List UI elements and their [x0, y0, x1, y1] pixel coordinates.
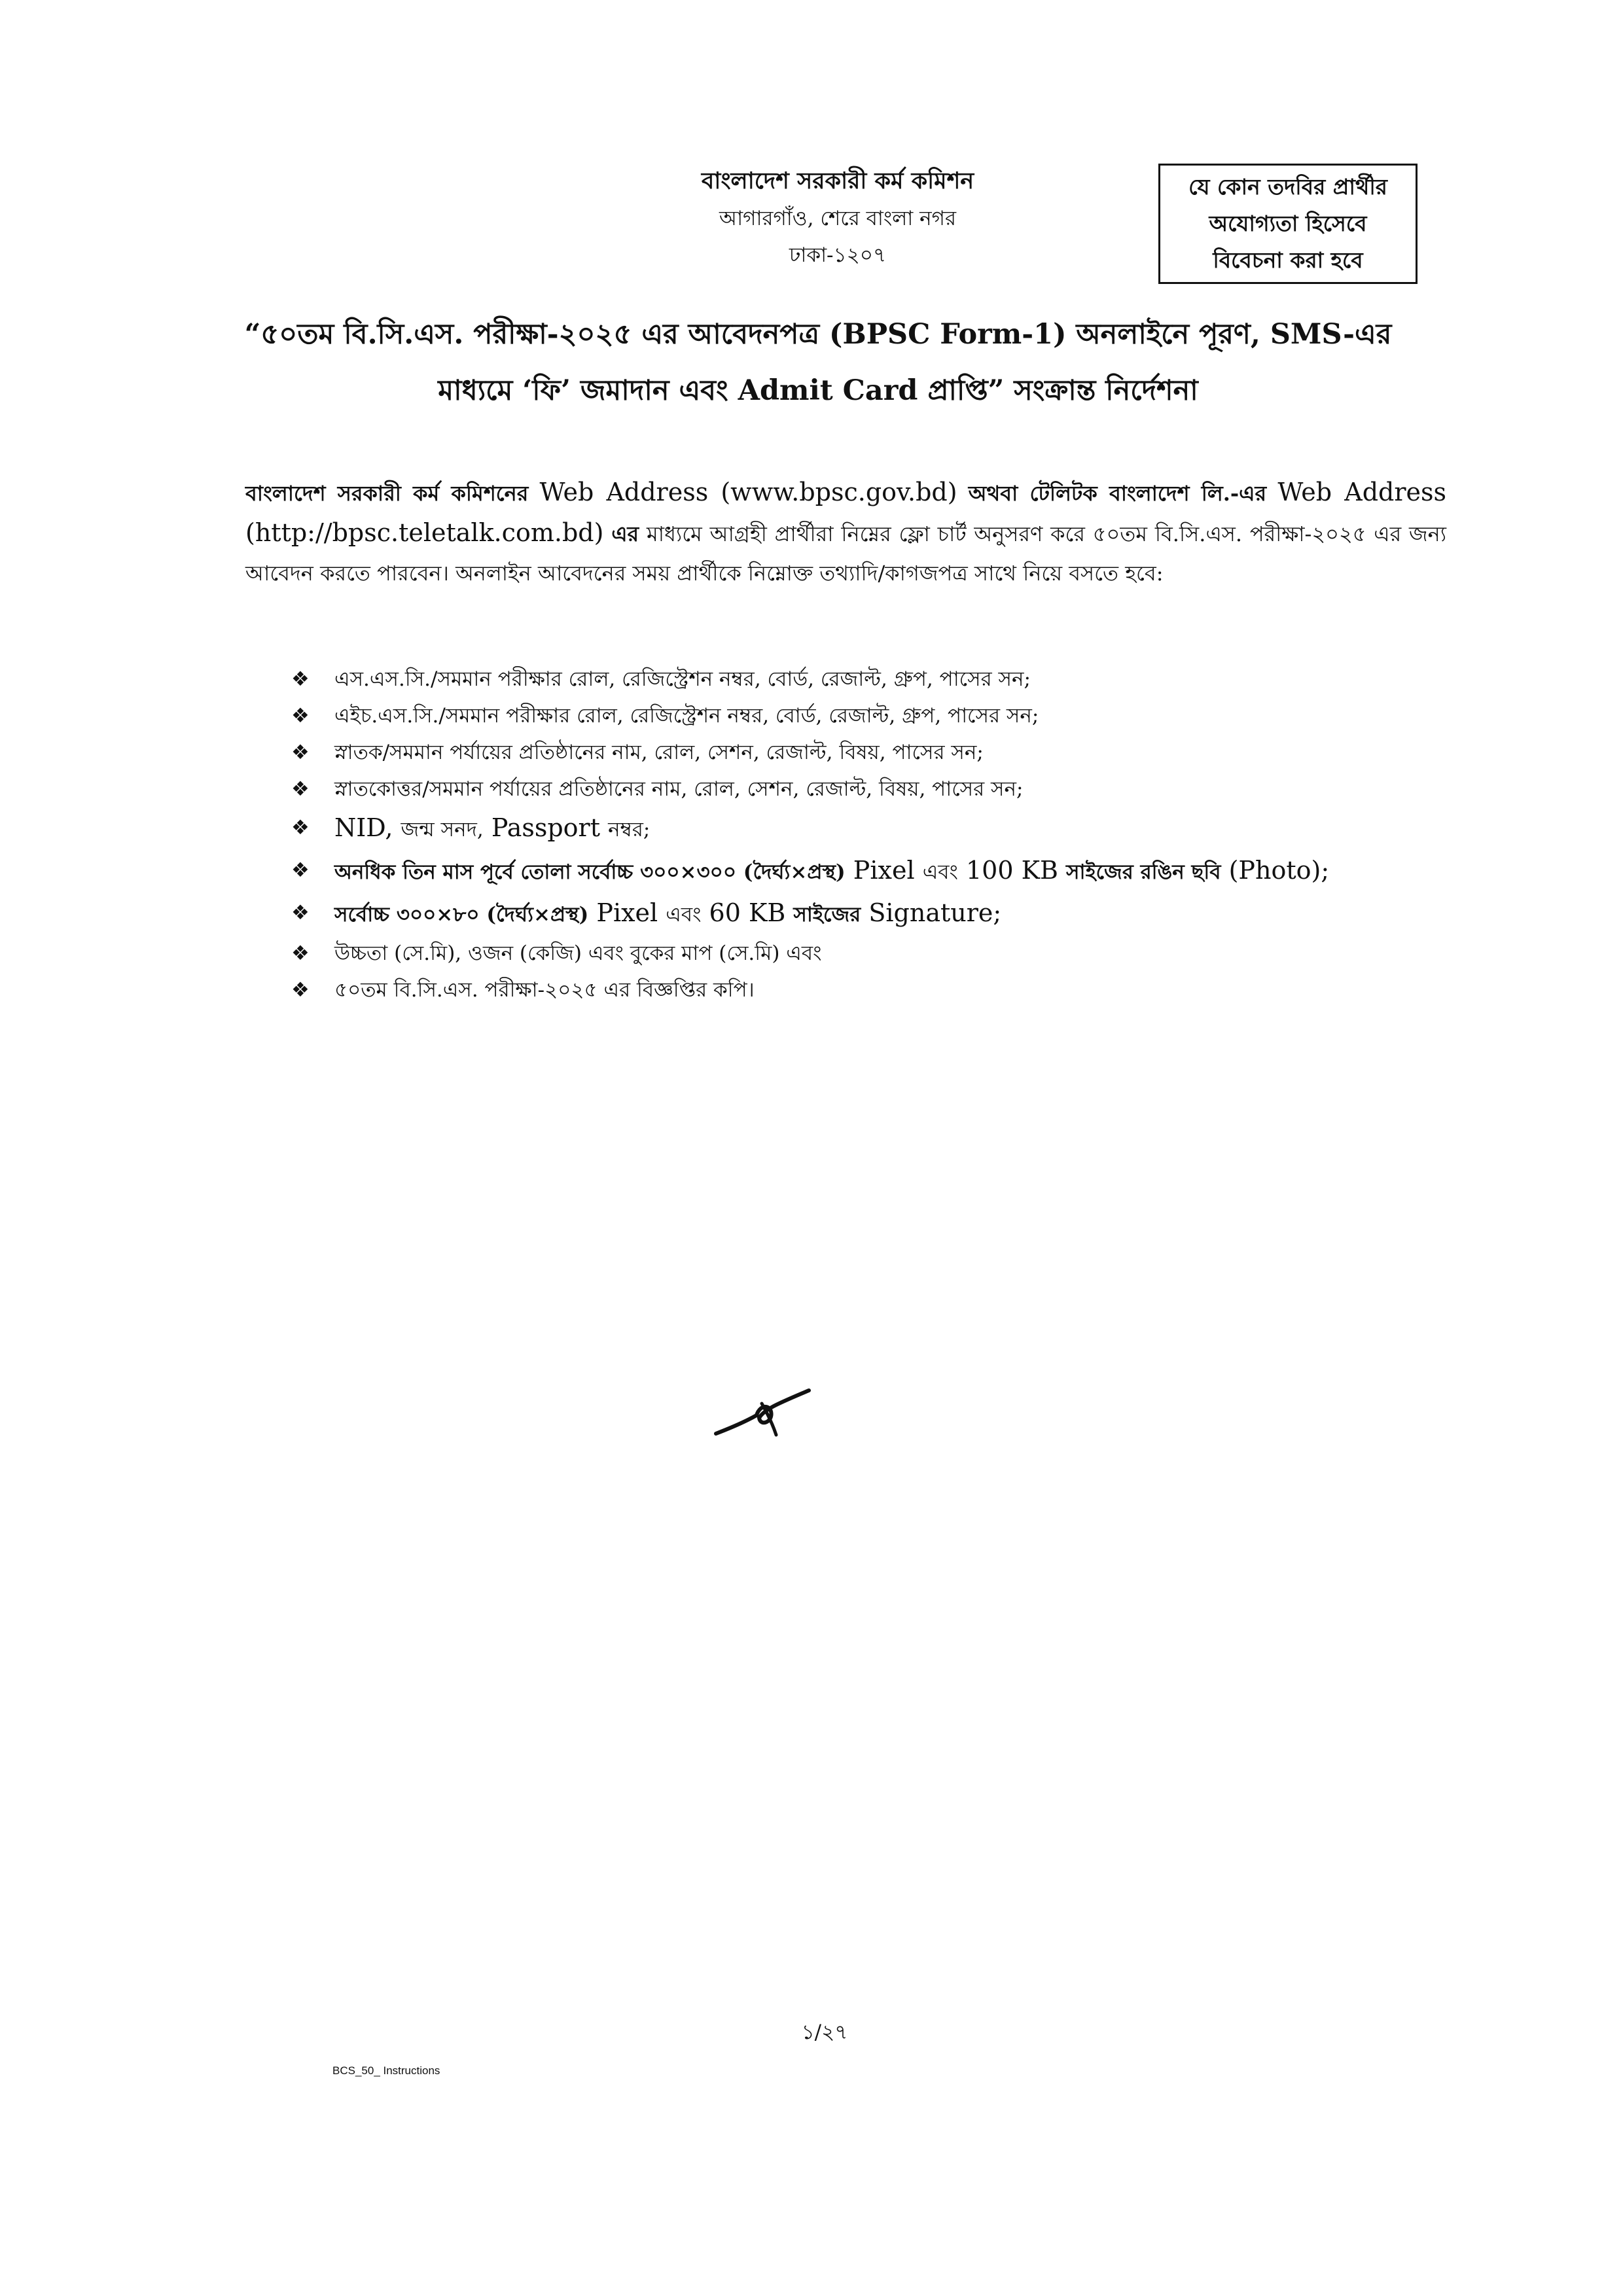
- list-item: [291, 698, 1446, 734]
- intro-or-teletalk: অথবা টেলিটক বাংলাদেশ লি.-এর: [968, 481, 1267, 506]
- requirements-list: [291, 661, 1446, 1008]
- req-signature-word: Signature;: [868, 898, 1002, 927]
- diamond-bullet-icon: ❖: [291, 942, 310, 965]
- req-postgraduation: স্নাতকোত্তর/সমমান পর্যায়ের প্রতিষ্ঠানের নাম, রোল, সেশন, রেজাল্ট, বিষয়, পাসের সন;: [334, 777, 1024, 801]
- req-signature-pixel: Pixel: [596, 898, 658, 927]
- list-item: [291, 850, 1446, 892]
- list-item: [291, 771, 1446, 807]
- document-title: [223, 306, 1414, 419]
- page-number: ১/২৭: [801, 2021, 848, 2044]
- warning-line-2: অযোগ্যতা হিসেবে: [1209, 211, 1367, 236]
- diamond-bullet-icon: ❖: [291, 667, 310, 691]
- req-signature-and: এবং: [666, 903, 702, 927]
- title-line-2: মাধ্যমে ‘ফি’ জমাদান এবং Admit Card প্রাপ্তি” সংক্রান্ত নির্দেশনা: [438, 374, 1198, 407]
- req-signature-size-label: সাইজের: [793, 903, 861, 927]
- list-item: [291, 935, 1446, 972]
- address-line-2: ঢাকা-১২০৭: [789, 243, 887, 267]
- req-photo-word: (Photo);: [1228, 856, 1330, 885]
- intro-rest: মাধ্যমে আগ্রহী প্রার্থীরা নিম্নের ফ্লো চার্ট অনুসরণ করে ৫০তম বি.সি.এস. পরীক্ষা-২০২৫ এর জন্য আবেদন করতে পারবেন। অনলাইন আবেদনের সময় প্রার্থীকে নিম্নোক্ত তথ্যাদি/কাগজপত্র সাথে নিয়ে বসতে হবে:: [245, 521, 1447, 586]
- req-photo-size-label: সাইজের রঙিন ছবি: [1066, 860, 1221, 884]
- intro-via: এর: [611, 521, 639, 546]
- diamond-bullet-icon: ❖: [291, 777, 310, 801]
- document-code: BCS_50_ Instructions: [332, 2064, 440, 2077]
- tadbir-warning-box: [1158, 164, 1418, 284]
- diamond-bullet-icon: ❖: [291, 816, 310, 839]
- req-passport: Passport: [491, 813, 600, 842]
- organization-name: বাংলাদেশ সরকারী কর্ম কমিশন: [701, 168, 974, 194]
- diamond-bullet-icon: ❖: [291, 858, 310, 882]
- req-physical: উচ্চতা (সে.মি), ওজন (কেজি) এবং বুকের মাপ (সে.মি) এবং: [334, 942, 822, 965]
- req-signature-size: 60 KB: [709, 898, 786, 927]
- handwritten-signature: [713, 1384, 812, 1443]
- diamond-bullet-icon: ❖: [291, 741, 310, 764]
- req-circular: ৫০তম বি.সি.এস. পরীক্ষা-২০২৫ এর বিজ্ঞপ্তির কপি।: [334, 978, 755, 1002]
- req-nid: NID,: [334, 813, 393, 842]
- teletalk-web-address: Web Address (http://bpsc.teletalk.com.bd): [245, 478, 1447, 547]
- warning-line-1: যে কোন তদবির প্রার্থীর: [1188, 174, 1387, 200]
- req-ssc: এস.এস.সি./সমমান পরীক্ষার রোল, রেজিস্ট্রেশন নম্বর, বোর্ড, রেজাল্ট, গ্রুপ, পাসের সন;: [334, 667, 1031, 691]
- list-item: [291, 892, 1446, 935]
- list-item: [291, 807, 1446, 850]
- req-photo-dimensions: অনধিক তিন মাস পূর্বে তোলা সর্বোচ্চ ৩০০×৩০০ (দৈর্ঘ্য×প্রস্থ): [334, 860, 846, 884]
- intro-org: বাংলাদেশ সরকারী কর্ম কমিশনের: [245, 481, 529, 506]
- address-line-1: আগারগাঁও, শেরে বাংলা নগর: [719, 207, 957, 230]
- list-item: [291, 972, 1446, 1008]
- req-signature-dimensions: সর্বোচ্চ ৩০০×৮০ (দৈর্ঘ্য×প্রস্থ): [334, 903, 589, 927]
- intro-paragraph: [245, 472, 1446, 593]
- req-photo-and: এবং: [922, 860, 958, 884]
- bpsc-web-address: Web Address (www.bpsc.gov.bd): [539, 478, 957, 506]
- letterhead: [615, 162, 1060, 274]
- req-graduation: স্নাতক/সমমান পর্যায়ের প্রতিষ্ঠানের নাম, রোল, সেশন, রেজাল্ট, বিষয়, পাসের সন;: [334, 741, 984, 764]
- req-photo-pixel: Pixel: [853, 856, 915, 885]
- diamond-bullet-icon: ❖: [291, 978, 310, 1002]
- list-item: [291, 734, 1446, 771]
- diamond-bullet-icon: ❖: [291, 901, 310, 925]
- req-photo-size: 100 KB: [965, 856, 1058, 885]
- title-line-1: “৫০তম বি.সি.এস. পরীক্ষা-২০২৫ এর আবেদনপত্র (BPSC Form-1) অনলাইনে পূরণ, SMS-এর: [244, 318, 1392, 351]
- list-item: [291, 661, 1446, 698]
- req-number: নম্বর;: [608, 818, 651, 841]
- req-birth-certificate: জন্ম সনদ,: [401, 818, 484, 841]
- diamond-bullet-icon: ❖: [291, 704, 310, 728]
- req-hsc: এইচ.এস.সি./সমমান পরীক্ষার রোল, রেজিস্ট্রেশন নম্বর, বোর্ড, রেজাল্ট, গ্রুপ, পাসের সন;: [334, 704, 1039, 728]
- warning-line-3: বিবেচনা করা হবে: [1213, 247, 1363, 273]
